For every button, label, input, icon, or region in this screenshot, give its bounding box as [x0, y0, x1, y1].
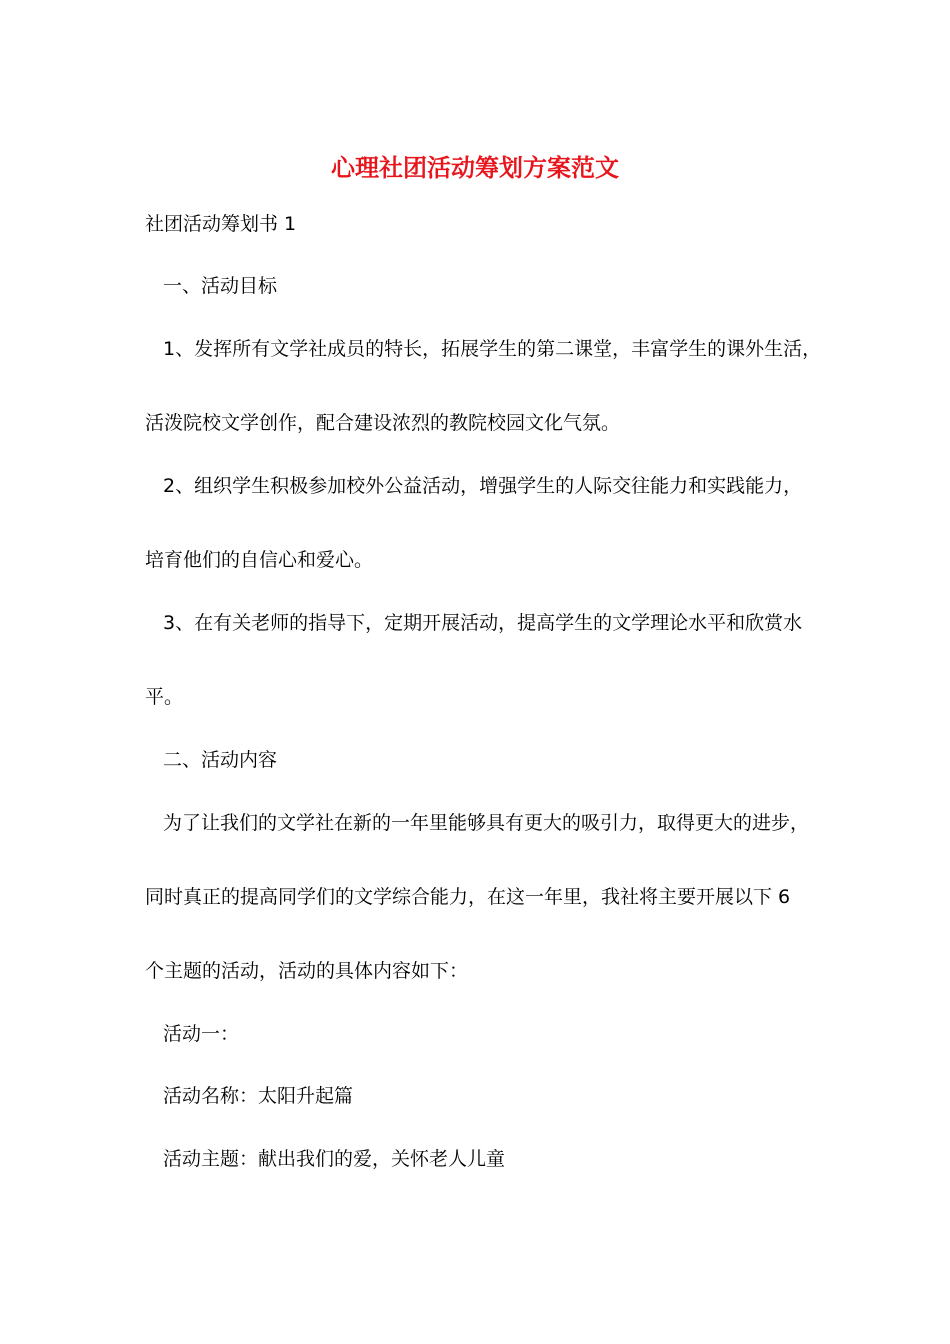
paragraph-line: 同时真正的提高同学们的文学综合能力，在这一年里，我社将主要开展以下 6: [145, 886, 791, 908]
paragraph-line: 3、在有关老师的指导下，定期开展活动，提高学生的文学理论水平和欣赏水: [163, 612, 803, 634]
subheading-plan: 社团活动筹划书 1: [145, 213, 297, 235]
paragraph-line: 平。: [145, 686, 184, 708]
paragraph-line: 活泼院校文学创作，配合建设浓烈的教院校园文化气氛。: [145, 412, 621, 434]
document-title: 心理社团活动筹划方案范文: [331, 154, 619, 182]
activity-name: 活动名称：太阳升起篇: [163, 1085, 354, 1107]
section-heading-goals: 一、活动目标: [163, 275, 278, 297]
paragraph-line: 培育他们的自信心和爱心。: [145, 549, 374, 571]
activity-theme: 活动主题：献出我们的爱，关怀老人儿童: [163, 1148, 506, 1170]
paragraph-line: 为了让我们的文学社在新的一年里能够具有更大的吸引力，取得更大的进步，: [163, 812, 810, 834]
section-heading-content: 二、活动内容: [163, 749, 278, 771]
paragraph-line: 2、组织学生积极参加校外公益活动，增强学生的人际交往能力和实践能力，: [163, 475, 803, 497]
paragraph-line: 个主题的活动，活动的具体内容如下：: [145, 960, 469, 982]
activity-label: 活动一：: [163, 1023, 240, 1045]
paragraph-line: 1、发挥所有文学社成员的特长，拓展学生的第二课堂，丰富学生的课外生活，: [163, 338, 822, 360]
